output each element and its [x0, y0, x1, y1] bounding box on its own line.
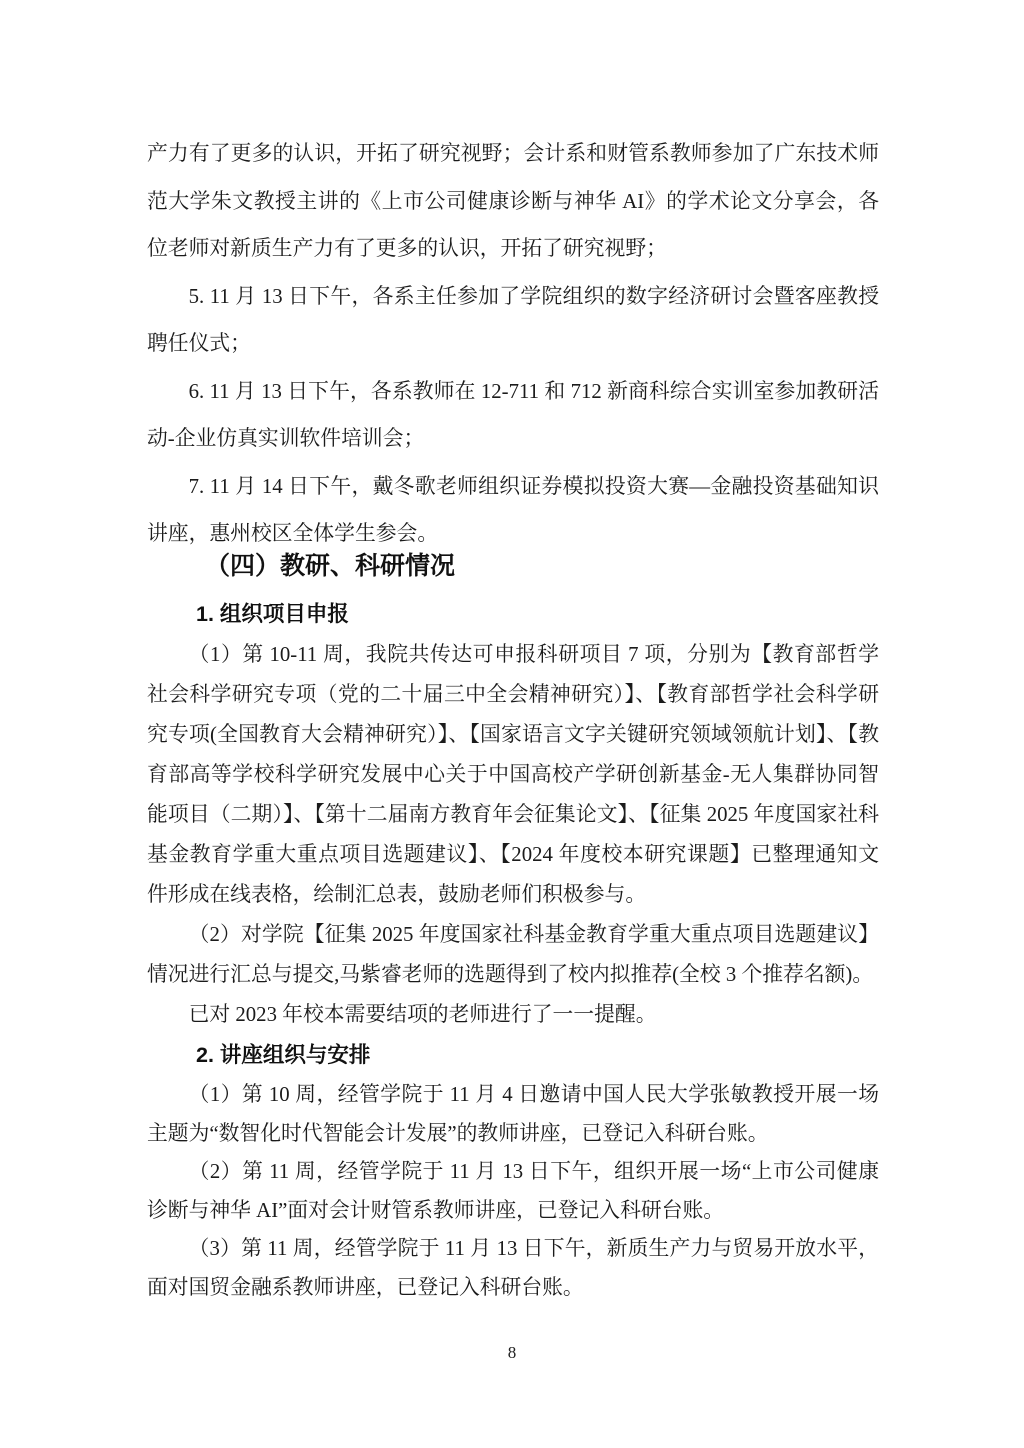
page-number: 8 — [507, 1343, 517, 1362]
body-block-projects — [147, 635, 879, 1035]
continuation-paragraph: 产力有了更多的认识，开拓了研究视野；会计系和财管系教师参加了广东技术师范大学朱文教授主讲的《上市公司健康诊断与神华 AI》的学术论文分享会，各位老师对新质生产力有了更多的认识，开拓了研究视野； — [147, 142, 879, 260]
body-block-lectures — [147, 1076, 879, 1308]
lecture-paragraph-2: （2）第 11 周，经管学院于 11 月 13 日下午，组织开展一场“上市公司健康诊断与神华 AI”面对会计财管系教师讲座，已登记入科研台账。 — [147, 1160, 879, 1222]
body-block-meetings — [147, 130, 879, 558]
subsection-heading-2: 2. 讲座组织与安排 — [196, 1043, 371, 1067]
project-paragraph-3: 已对 2023 年校本需要结项的老师进行了一一提醒。 — [188, 1003, 657, 1026]
meeting-item-5: 5. 11 月 13 日下午，各系主任参加了学院组织的数字经济研讨会暨客座教授聘任仪式； — [147, 284, 879, 355]
meeting-item-7: 7. 11 月 14 日下午，戴冬歌老师组织证券模拟投资大赛—金融投资基础知识讲座，惠州校区全体学生参会。 — [147, 474, 879, 545]
lecture-paragraph-3: （3）第 11 周，经管学院于 11 月 13 日下午，新质生产力与贸易开放水平，面对国贸金融系教师讲座，已登记入科研台账。 — [147, 1237, 879, 1299]
lecture-paragraph-1: （1）第 10 周，经管学院于 11 月 4 日邀请中国人民大学张敏教授开展一场主题为“数智化时代智能会计发展”的教师讲座，已登记入科研台账。 — [147, 1083, 879, 1145]
project-paragraph-2: （2）对学院【征集 2025 年度国家社科基金教育学重大重点项目选题建议】情况进行汇总与提交,马紫睿老师的选题得到了校内拟推荐(全校 3 个推荐名额)。 — [147, 923, 879, 986]
project-paragraph-1: （1）第 10-11 周，我院共传达可申报科研项目 7 项，分别为【教育部哲学社会科学研究专项（党的二十届三中全会精神研究）】、【教育部哲学社会科学研究专项(全国教育大会精神研究）】、【国家语言文字关键研究领域领航计划】、【教育部高等学校科学研究发展中心关于中国高校产学研创新基金-无人集群协同智能项目（二期）】、【第十二届南方教育年会征集论文】、【征集 2025 年度国家社科基金教育学重大重点项目选题建议】、【2024 年度校本研究课题】已整理通知文件形成在线表格，绘制汇总表，鼓励老师们积极参与。 — [147, 643, 879, 906]
subsection-heading-1: 1. 组织项目申报 — [196, 602, 349, 626]
meeting-item-6: 6. 11 月 13 日下午，各系教师在 12-711 和 712 新商科综合实训室参加教研活动-企业仿真实训软件培训会； — [147, 379, 879, 450]
section-heading: （四）教研、科研情况 — [205, 552, 456, 580]
